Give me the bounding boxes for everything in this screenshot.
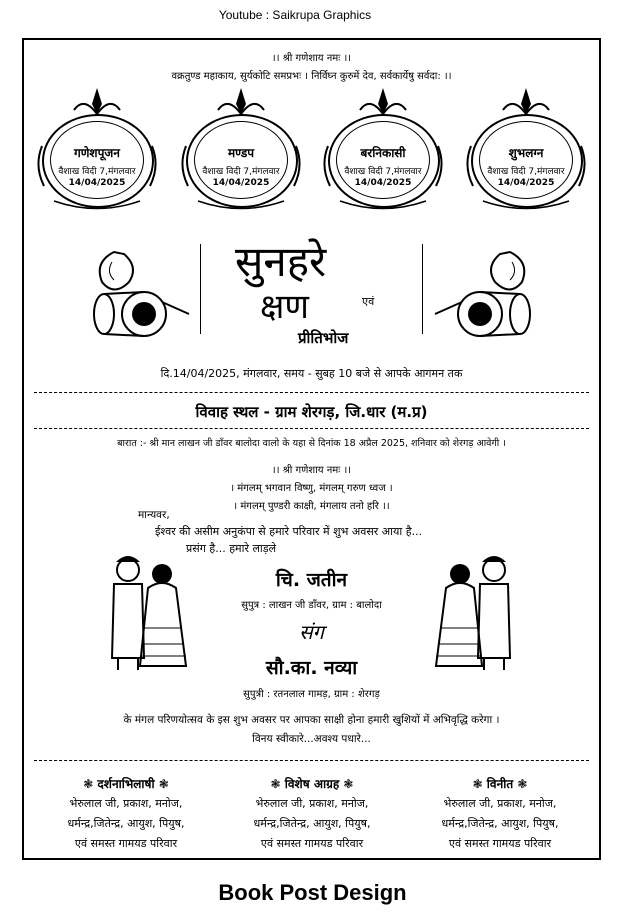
column-line: भेरुलाल जी, प्रकाश, मनोज, [255,797,369,810]
request-line: विनय स्वीकारे...अवश्य पधारे... [252,733,371,745]
venue: विवाह स्थल - ग्राम शेरगड़, जि.धार (म.प्र) [195,403,428,421]
column-vishesh-agrah [222,774,402,854]
weds-calligraphy: संग [299,620,324,644]
medallion-day: वैशाख विदी 7,मंगलवार [202,167,280,177]
column-line: भेरुलाल जी, प्रकाश, मनोज, [69,797,183,810]
dhol-drum-left-icon [84,242,194,352]
mangalam-line2: । मंगलम् पुण्डरी काक्षी, मंगलाय तनो हरि ।। [233,501,390,512]
medallion-title: गणेशपूजन [74,146,120,160]
divider-dashed [34,760,589,761]
event-line: दि.14/04/2025, मंगलवार, समय - सुबह 10 बजे से आपके आगमन तक [160,367,463,380]
calligraphy-conj: एवं [362,295,375,308]
occasion: प्रसंग है... हमारे लाड़ले [186,542,277,555]
bride-name: सौ.का. नव्या [265,657,358,679]
salutation: मान्यवर, [138,509,170,521]
medallion-day: वैशाख विदी 7,मंगलवार [58,167,136,177]
column-heading: ❃ दर्शनाभिलाषी ❃ [83,777,169,791]
column-line: एवं समस्त गामयड परिवार [448,837,552,850]
column-line: एवं समस्त गामयड परिवार [260,837,364,850]
medallion-ganeshpujan [34,86,160,216]
dhol-drum-right-icon [430,242,540,352]
medallion-date: 14/04/2025 [497,178,555,188]
header-credit: Youtube : Saikrupa Graphics [218,8,372,22]
medallion-baraniksi [320,86,446,216]
medallion-shubhlagna [463,86,589,216]
medallion-title: बरनिकासी [360,146,406,160]
invocation-top: ।। श्री गणेशाय नमः ।। [271,53,352,64]
groom-parent: सुपुत्र : लाखन जी डाँवर, ग्राम : बालोदा [241,600,382,611]
medallion-day: वैशाख विदी 7,मंगलवार [487,167,565,177]
medallion-mandap [178,86,304,216]
column-line: धर्मन्द्र,जितेन्द्र, आयुश, पियुष, [67,817,185,830]
calligraphy-word2: क्षण [260,287,309,327]
divider-right [422,244,423,334]
invocation-mid: ।। श्री गणेशाय नमः ।। [271,465,352,476]
column-line: भेरुलाल जी, प्रकाश, मनोज, [443,797,557,810]
divider-dashed [34,428,589,429]
column-line: एवं समस्त गामयड परिवार [74,837,178,850]
mangalam-line1: । मंगलम् भगवान विष्णु, मंगलम् गरुण ध्वज । [230,483,393,494]
medallion-title: शुभलग्न [508,146,544,160]
shloka: वक्रतुण्ड महाकाय, सुर्यकोटि समप्रभः । निर्विघ्न कुरुमें देव, सर्वकार्येषु सर्वदा: ।। [171,71,452,82]
medallion-day: वैशाख विदी 7,मंगलवार [344,167,422,177]
column-vinit [410,774,590,854]
column-heading: ❃ विनीत ❃ [472,777,528,791]
groom-name: चि. जतीन [275,569,348,591]
divider-dashed [34,392,589,393]
barat-line: बारात :- श्री मान लाखन जी डाँवर बालोदा वालो के यहा से दिनांक 18 अप्रैल 2025, शनिवार को शेरगड़ आवेगी । [117,438,506,449]
column-darshanabhilashi [36,774,216,854]
medallion-date: 14/04/2025 [68,178,126,188]
column-heading: ❃ विशेष आग्रह ❃ [270,777,354,791]
medallion-date: 14/04/2025 [212,178,270,188]
calligraphy-word3: प्रीतिभोज [298,329,349,347]
column-line: धर्मन्द्र,जितेन्द्र, आयुश, पियुष, [253,817,371,830]
closing-line: के मंगल परिणयोत्सव के इस शुभ अवसर पर आपका साक्षी होना हमारी खुशियों में अभिवृद्धि करेगा । [123,714,500,726]
bride-parent: सुपुत्री : रतनलाल गामड़, ग्राम : शेरगड़ [243,689,380,700]
blessing: ईश्वर की असीम अनुकंपा से हमारे परिवार में शुभ अवसर आया है... [155,525,423,538]
medallion-title: मण्डप [227,146,255,160]
divider-left [200,244,201,334]
column-line: धर्मन्द्र,जितेन्द्र, आयुश, पियुष, [441,817,559,830]
calligraphy-word1: सुनहरे [235,237,327,286]
medallion-date: 14/04/2025 [354,178,412,188]
footer-title: Book Post Design [218,880,407,905]
